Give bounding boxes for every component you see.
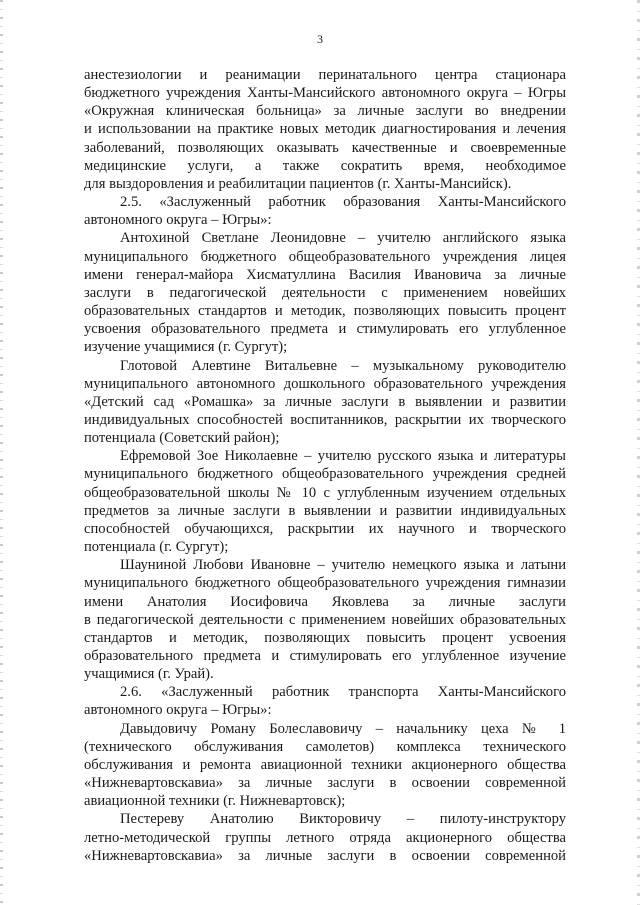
text-line: стандартов и методик, позволяющих повысить процент усвоения <box>84 629 566 646</box>
document-body <box>84 66 566 865</box>
text-line: заболеваний, позволяющих оказывать качественные и своевременные <box>84 139 566 156</box>
text-line: обслуживания и ремонта авиационной техники акционерного общества <box>84 756 566 773</box>
text-line: анестезиологии и реанимации перинатального центра стационара <box>84 67 566 83</box>
text-line: для выздоровления и реабилитации пациентов (г. Ханты-Мансийск). <box>84 175 512 192</box>
text-line: учащимися (г. Урай). <box>84 666 214 683</box>
text-line: муниципального бюджетного общеобразовательного учреждения средней <box>84 466 566 483</box>
text-line: бюджетного учреждения Ханты-Мансийского автономного округа – Югры <box>84 85 566 102</box>
text-line: изучение учащимися (г. Сургут); <box>84 339 288 356</box>
text-line: потенциала (г. Сургут); <box>84 539 229 556</box>
text-line: Ефремовой Зое Николаевне – учителю русского языка и литературы <box>120 448 566 465</box>
text-line: 2.6. «Заслуженный работник транспорта Ханты-Мансийского <box>120 684 566 701</box>
text-line: Пестереву Анатолию Викторовичу – пилоту-инструктору <box>120 811 566 828</box>
text-line: имени генерал-майора Хисматуллина Василия Ивановича за личные <box>84 266 566 283</box>
text-line: «Окружная клиническая больница» за личные заслуги во внедрении <box>84 103 566 120</box>
text-line: Глотовой Алевтине Витальевне – музыкальному руководителю <box>120 357 566 374</box>
text-line: (технического обслуживания самолетов) комплекса технического <box>84 738 566 755</box>
text-line: в педагогической деятельности с применением новейших образовательных <box>84 611 566 628</box>
text-line: Давыдовичу Роману Болеславовичу – начальнику цеха № 1 <box>120 720 566 737</box>
text-line: имени Анатолия Иосифовича Яковлева за личные заслуги <box>84 593 566 610</box>
text-line: Шауниной Любови Ивановне – учителю немецкого языка и латыни <box>120 557 566 574</box>
text-line: индивидуальных способностей воспитанников, раскрытии их творческого <box>84 411 566 428</box>
text-line: заслуги в педагогической деятельности с применением новейших <box>84 284 566 301</box>
text-line: усвоения образовательного предмета и стимулировать его углубленное <box>84 321 566 338</box>
text-line: муниципального бюджетного общеобразовательного учреждения гимназии <box>84 575 566 592</box>
text-line: муниципального бюджетного общеобразовательного учреждения лицея <box>84 248 566 265</box>
text-line: образовательного предмета и стимулировать его углубленное изучение <box>84 648 566 664</box>
scan-left-edge <box>0 0 3 905</box>
text-line: общеобразовательной школы № 10 с углубленным изучением отдельных <box>84 484 566 501</box>
page-number: 3 <box>317 32 323 46</box>
text-line: и использовании на практике новых методик диагностирования и лечения <box>84 121 566 138</box>
text-line: муниципального автономного дошкольного образовательного учреждения <box>84 375 566 392</box>
text-line: способностей обучающихся, раскрытии их научного и творческого <box>84 520 566 537</box>
text-line: авиационной техники (г. Нижневартовск); <box>84 793 346 810</box>
text-line: автономного округа – Югры»: <box>84 212 272 229</box>
text-line: «Детский сад «Ромашка» за личные заслуги в выявлении и развитии <box>84 393 566 410</box>
text-line: потенциала (Советский район); <box>84 430 280 447</box>
text-line: предметов за личные заслуги в выявлении и развитии индивидуальных <box>84 502 566 519</box>
text-line: 2.5. «Заслуженный работник образования Ханты-Мансийского <box>120 194 566 211</box>
text-line: Антохиной Светлане Леонидовне – учителю английского языка <box>120 230 566 247</box>
text-line: медицинские услуги, а также сократить время, необходимое <box>84 157 566 174</box>
text-line: образовательных стандартов и методик, позволяющих повысить процент <box>84 303 566 320</box>
text-line: «Нижневартовскавиа» за личные заслуги в освоении современной <box>84 775 566 792</box>
text-line: автономного округа – Югры»: <box>84 702 272 719</box>
text-line: летно-методической группы летного отряда акционерного общества <box>84 829 566 846</box>
text-line: «Нижневартовскавиа» за личные заслуги в освоении современной <box>84 847 566 864</box>
